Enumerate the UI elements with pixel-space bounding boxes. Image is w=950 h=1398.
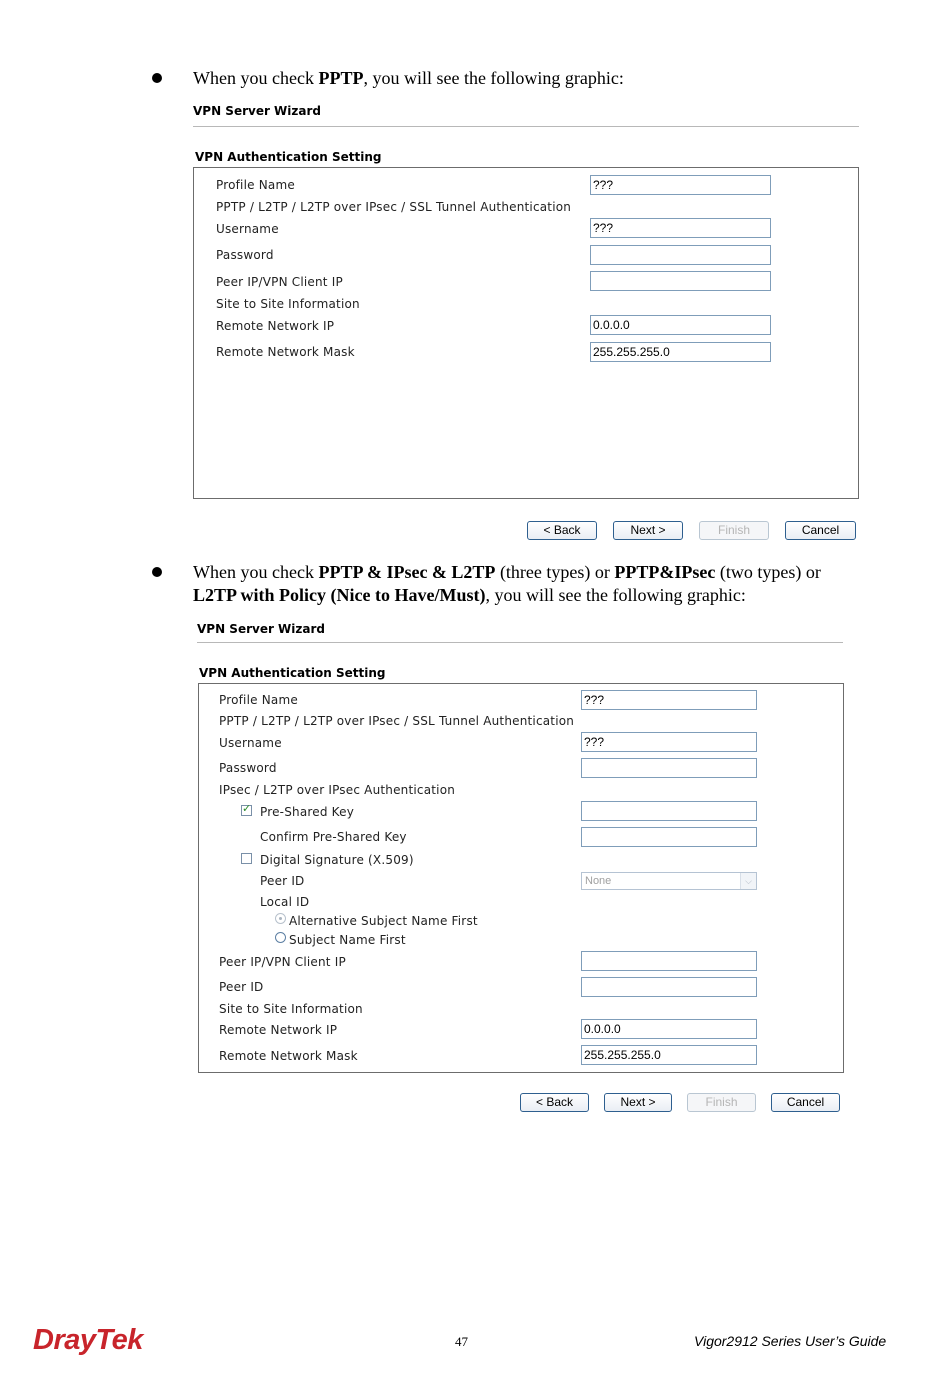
site-info-header: Site to Site Information [216,297,360,311]
guide-title: Vigor2912 Series User’s Guide [694,1333,887,1349]
subject-name-radio[interactable] [275,932,286,943]
remote-ip-input-2[interactable]: 0.0.0.0 [581,1019,757,1039]
auth-header-2: PPTP / L2TP / L2TP over IPsec / SSL Tunnel Authentication [219,714,575,728]
username-label: Username [216,222,279,236]
digital-signature-checkbox[interactable] [241,853,252,864]
auth-header: PPTP / L2TP / L2TP over IPsec / SSL Tunnel Authentication [216,200,572,214]
page-number: 47 [455,1334,468,1349]
profile-name-label: Profile Name [216,178,295,192]
wizard-title-1: VPN Server Wizard [193,104,321,118]
digital-signature-label: Digital Signature (X.509) [260,853,414,867]
subject-name-label: Subject Name First [289,933,406,947]
local-id-label: Local ID [260,895,310,909]
next-button-2[interactable]: Next > [604,1093,672,1112]
confirm-psk-input[interactable] [581,827,757,847]
peer-ip-label-2: Peer IP/VPN Client IP [219,955,346,969]
confirm-psk-label: Confirm Pre-Shared Key [260,830,407,844]
peer-ip-input-2[interactable] [581,951,757,971]
back-button-2[interactable]: < Back [520,1093,589,1112]
ipsec-auth-header: IPsec / L2TP over IPsec Authentication [219,783,456,797]
site-info-header-2: Site to Site Information [219,1002,363,1016]
remote-mask-input[interactable]: 255.255.255.0 [590,342,771,362]
remote-ip-label: Remote Network IP [216,319,335,333]
finish-button-2[interactable]: Finish [687,1093,756,1112]
bullet-1 [152,73,162,83]
divider-2 [197,642,843,643]
password-input-2[interactable] [581,758,757,778]
username-input[interactable]: ??? [590,218,771,238]
pre-shared-key-checkbox[interactable] [241,805,252,816]
profile-name-label-2: Profile Name [219,693,298,707]
username-label-2: Username [219,736,282,750]
alt-subject-radio[interactable] [275,913,286,924]
pre-shared-key-input[interactable] [581,801,757,821]
peer-id-label-2: Peer ID [219,980,264,994]
remote-ip-label-2: Remote Network IP [219,1023,338,1037]
cancel-button-2[interactable]: Cancel [771,1093,840,1112]
peer-id-select[interactable]: None ⌵ [581,872,757,890]
next-button-1[interactable]: Next > [613,521,683,540]
remote-mask-label: Remote Network Mask [216,345,355,359]
back-button-1[interactable]: < Back [527,521,597,540]
password-label-2: Password [219,761,277,775]
finish-button-1[interactable]: Finish [699,521,769,540]
wizard-title-2: VPN Server Wizard [197,622,325,636]
remote-mask-label-2: Remote Network Mask [219,1049,358,1063]
password-label: Password [216,248,274,262]
chevron-down-icon: ⌵ [740,873,756,889]
divider-1 [193,126,859,127]
remote-ip-input[interactable]: 0.0.0.0 [590,315,771,335]
cancel-button-1[interactable]: Cancel [785,521,856,540]
intro-paragraph-2: When you check PPTP & IPsec & L2TP (three types) or PPTP&IPsec (two types) or L2TP with Policy (Nice to Have/Must), you will see the following graphic: [193,562,821,605]
peer-ip-input[interactable] [590,271,771,291]
alt-subject-label: Alternative Subject Name First [289,914,478,928]
draytek-logo: DrayTek [33,1324,143,1356]
pre-shared-key-label: Pre-Shared Key [260,805,355,819]
section-title-1: VPN Authentication Setting [195,150,382,164]
password-input[interactable] [590,245,771,265]
peer-id-input-2[interactable] [581,977,757,997]
remote-mask-input-2[interactable]: 255.255.255.0 [581,1045,757,1065]
profile-name-input[interactable]: ??? [590,175,771,195]
section-title-2: VPN Authentication Setting [199,666,386,680]
bullet-2 [152,567,162,577]
profile-name-input-2[interactable]: ??? [581,690,757,710]
peer-ip-label: Peer IP/VPN Client IP [216,275,343,289]
intro-paragraph-1: When you check PPTP, you will see the following graphic: [193,68,624,88]
username-input-2[interactable]: ??? [581,732,757,752]
sig-peer-id-label: Peer ID [260,874,305,888]
